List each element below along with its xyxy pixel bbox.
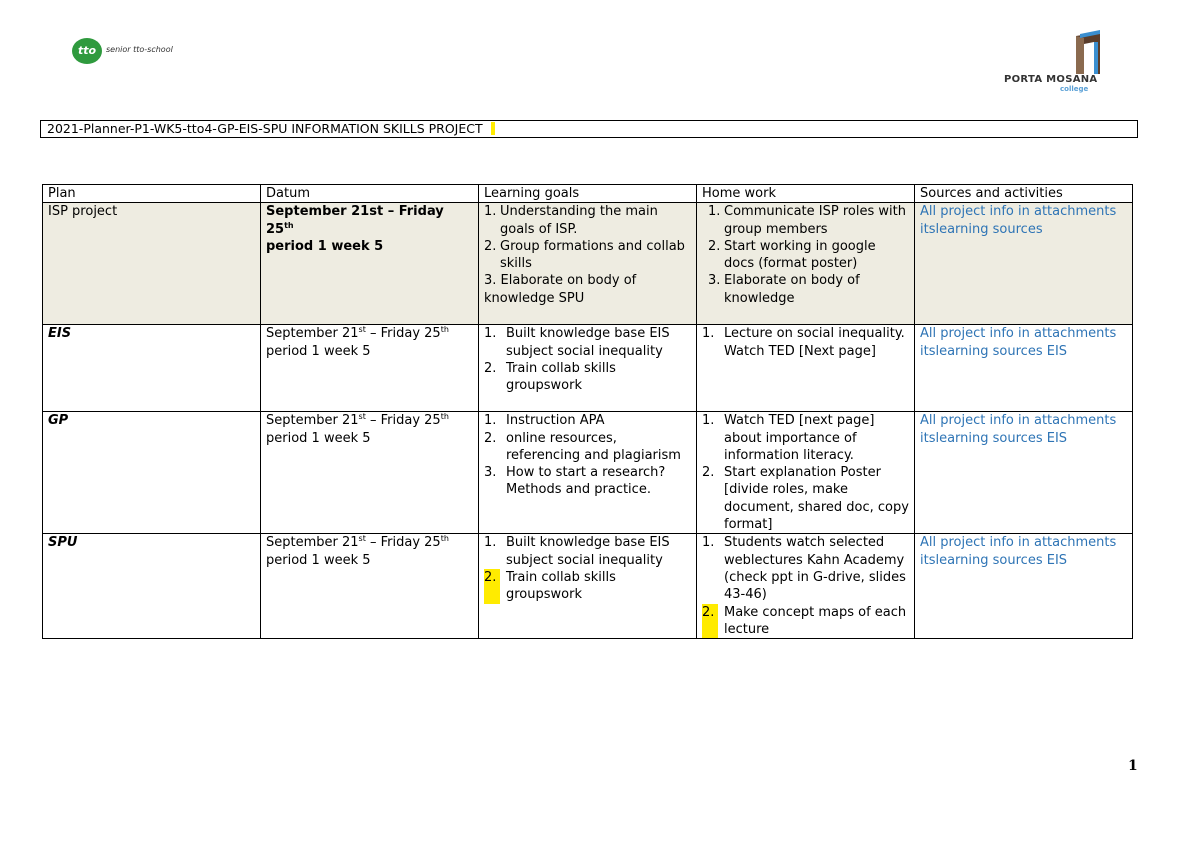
list-item: 2. Start explanation Poster [divide roles, make document, shared doc, copy format] — [702, 465, 909, 533]
column-header-sources: Sources and activities — [915, 185, 1133, 203]
highlight-mark — [491, 122, 495, 135]
plan-cell: SPU — [43, 534, 261, 639]
tto-badge: tto — [72, 38, 102, 64]
column-header-plan: Plan — [43, 185, 261, 203]
column-header-home-work: Home work — [697, 185, 915, 203]
porta-mosana-name: PORTA MOSANA — [1004, 74, 1098, 85]
homework-cell — [697, 412, 915, 534]
table-header-row — [43, 185, 1133, 203]
plan-cell: ISP project — [43, 203, 261, 325]
learning-goals-cell — [479, 203, 697, 325]
table-row — [43, 203, 1133, 325]
tto-logo-text: senior tto-school — [106, 45, 173, 54]
list-item: 1. Built knowledge base EIS subject social inequality — [484, 326, 670, 359]
list-item: 1. Built knowledge base EIS subject social inequality — [484, 535, 670, 568]
list-item: 1. Understanding the main goals of ISP. — [484, 204, 658, 237]
homework-cell — [697, 325, 915, 412]
plan-cell: GP — [43, 412, 261, 534]
list-item: 1. Instruction APA — [484, 413, 605, 429]
planner-table — [42, 184, 1133, 639]
sources-cell — [915, 412, 1133, 534]
list-item: 1. Watch TED [next page] about importance of information literacy. — [702, 413, 875, 463]
column-header-learning-goals: Learning goals — [479, 185, 697, 203]
list-item: 1. Students watch selected weblectures Kahn Academy (check ppt in G-drive, slides 43-46) — [702, 535, 906, 603]
sources-cell — [915, 534, 1133, 639]
sources-link[interactable]: All project info in attachments itslearning sources EIS — [920, 413, 1117, 446]
learning-goals-cell — [479, 534, 697, 639]
list-item: 2. Train collab skills groupswork — [484, 569, 616, 603]
plan-cell: EIS — [43, 325, 261, 412]
date-cell: September 21st – Friday 25th period 1 week 5 — [261, 203, 479, 325]
learning-goals-cell — [479, 325, 697, 412]
date-cell: September 21st – Friday 25th period 1 week 5 — [261, 534, 479, 639]
list-item: 3. Elaborate on body of knowledge — [708, 273, 860, 306]
page-number: 1 — [1128, 758, 1138, 774]
homework-cell — [697, 203, 915, 325]
list-item: 2. Start working in google docs (format poster) — [708, 238, 876, 272]
list-item: 3. Elaborate on body of knowledge SPU — [484, 273, 637, 306]
list-item: 3. How to start a research? Methods and practice. — [484, 465, 666, 498]
list-item: 1. Communicate ISP roles with group members — [708, 204, 906, 237]
porta-mosana-college: college — [1060, 85, 1089, 93]
gate-icon — [1000, 30, 1100, 76]
document-title: 2021-Planner-P1-WK5-tto4-GP-EIS-SPU INFORMATION SKILLS PROJECT — [40, 120, 1138, 138]
column-header-datum: Datum — [261, 185, 479, 203]
learning-goals-cell — [479, 412, 697, 534]
list-item: 2. Train collab skills groupswork — [484, 360, 616, 394]
homework-cell — [697, 534, 915, 639]
table-row — [43, 412, 1133, 534]
table-row — [43, 534, 1133, 639]
sources-link[interactable]: All project info in attachments itslearning sources EIS — [920, 326, 1117, 359]
list-item: 2. online resources, referencing and plagiarism — [484, 430, 681, 463]
tto-logo — [72, 38, 212, 66]
sources-link[interactable]: All project info in attachments itslearning sources — [920, 204, 1117, 237]
porta-mosana-logo — [1000, 30, 1100, 92]
sources-cell — [915, 325, 1133, 412]
date-cell: September 21st – Friday 25th period 1 week 5 — [261, 325, 479, 412]
list-item: 1. Lecture on social inequality. Watch TED [Next page] — [702, 326, 905, 359]
list-item: 2. Group formations and collab skills — [484, 238, 685, 272]
table-row — [43, 325, 1133, 412]
sources-cell — [915, 203, 1133, 325]
sources-link[interactable]: All project info in attachments itslearning sources EIS — [920, 535, 1117, 568]
list-item: 2. Make concept maps of each lecture — [702, 604, 907, 637]
date-cell: September 21st – Friday 25th period 1 week 5 — [261, 412, 479, 534]
